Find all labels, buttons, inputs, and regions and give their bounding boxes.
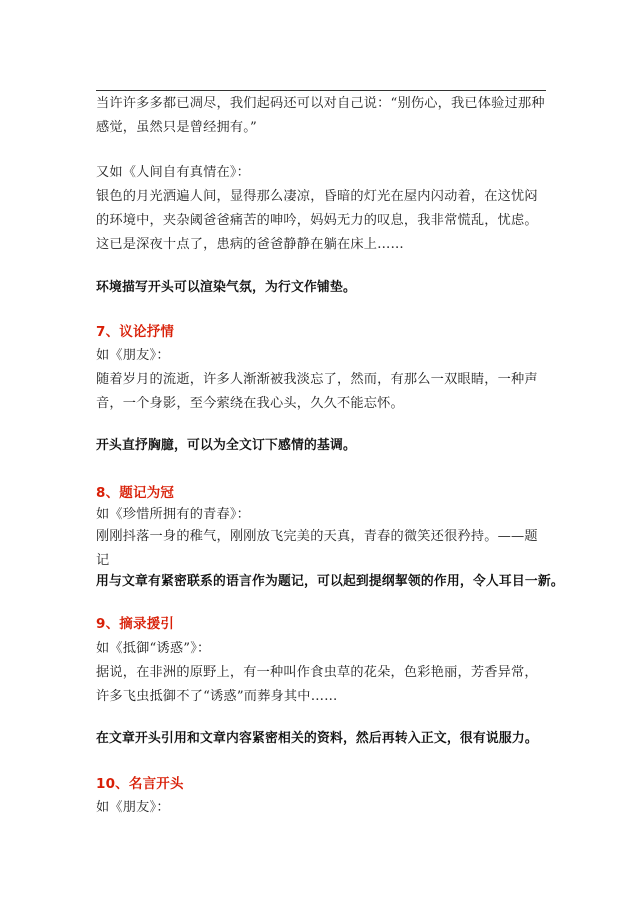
example-label: 又如《人间自有真情在》： <box>96 165 251 180</box>
section-8-heading: 8、题记为冠 <box>96 485 175 501</box>
example-body: 银色的月光洒遍人间，显得那么凄凉，昏暗的灯光在屋内闪动着，在这忧闷的环境中，夹杂阈爸爸痛苦的呻吟，妈妈无力的叹息，我非常慌乱，忧虑。这已是深夜十点了，患病的爸爸静静在躺在床上…… <box>96 189 538 252</box>
section-8-note: 用与文章有紧密联系的语言作为题记，可以起到提纲挈领的作用，令人耳目一新。 <box>96 574 564 589</box>
section-7-body: 随着岁月的流逝，许多人渐渐被我淡忘了，然而，有那么一双眼睛，一种声音，一个身影，至今萦绕在我心头，久久不能忘怀。 <box>96 372 538 411</box>
section-7-note: 开头直抒胸臆，可以为全文订下感情的基调。 <box>96 438 356 453</box>
header-rule <box>96 90 546 91</box>
section-10-label: 如《朋友》： <box>96 800 170 815</box>
section-8-body: 刚刚抖落一身的稚气，刚刚放飞完美的天真，青春的微笑还很矜持。——题记 <box>96 529 538 568</box>
section-9-note: 在文章开头引用和文章内容紧密相关的资料，然后再转入正文，很有说服力。 <box>96 731 538 746</box>
section-9-heading: 9、摘录援引 <box>96 616 175 632</box>
section-7-label: 如《朋友》： <box>96 348 170 363</box>
example-note: 环境描写开头可以渲染气氛，为行文作铺垫。 <box>96 280 356 295</box>
section-9-label: 如《抵御“诱惑”》： <box>96 641 211 656</box>
intro-paragraph: 当许许多多都已凋尽，我们起码还可以对自己说：“别伤心，我已体验过那种感觉，虽然只是曾经拥有。” <box>96 96 545 135</box>
section-7-heading: 7、议论抒情 <box>96 324 175 340</box>
section-10-heading: 10、名言开头 <box>96 776 184 792</box>
section-8-label: 如《珍惜所拥有的青春》： <box>96 507 251 522</box>
section-9-body: 据说，在非洲的原野上，有一种叫作食虫草的花朵，色彩艳丽，芳香异常，许多飞虫抵御不了“诱惑”而葬身其中…… <box>96 665 538 704</box>
